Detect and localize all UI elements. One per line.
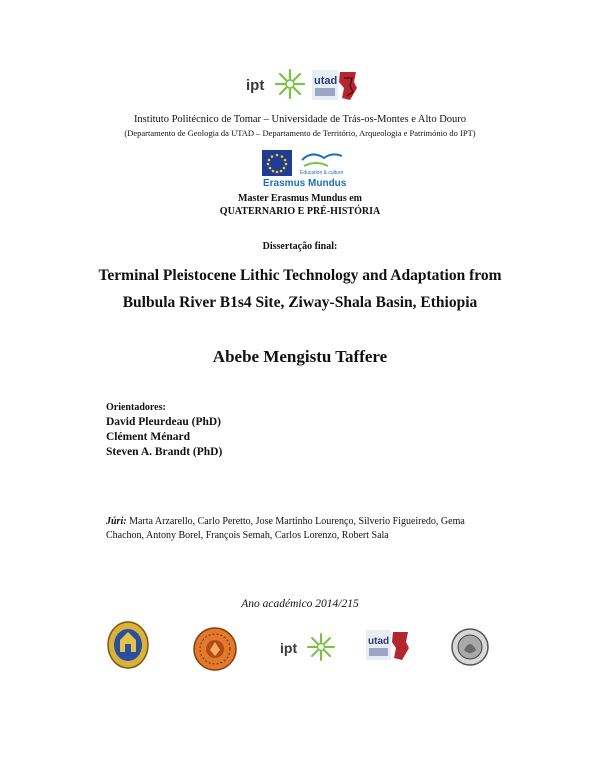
supervisor-name: David Pleurdeau (PhD)	[106, 416, 221, 428]
grey-seal-logo	[450, 626, 490, 668]
erasmus-brand: Erasmus Mundus	[263, 178, 347, 188]
dissertation-label: Dissertação final:	[262, 241, 338, 252]
jury-label: Júri:	[106, 516, 127, 527]
supervisors-label: Orientadores:	[106, 402, 166, 413]
university-seal-logo	[106, 620, 150, 670]
utad-logo	[312, 68, 358, 102]
jury-block	[106, 515, 486, 543]
program-line-2: QUATERNARIO E PRÉ-HISTÓRIA	[219, 206, 381, 217]
ipt-logo-footer	[278, 630, 336, 664]
institution-line-2: (Departamento de Geologia da UTAD – Departamento de Território, Arqueologia e Património do IPT)	[124, 128, 476, 138]
utad-logo-footer	[366, 628, 410, 662]
program-line-1: Master Erasmus Mundus em	[238, 193, 362, 204]
author-name: Abebe Mengistu Taffere	[212, 347, 388, 366]
thesis-title-line-1: Terminal Pleistocene Lithic Technology and Adaptation from	[98, 267, 502, 284]
utad-footer-text: utad	[368, 636, 390, 647]
utad-logo-text: utad	[314, 75, 338, 87]
supervisor-name: Steven A. Brandt (PhD)	[106, 446, 223, 458]
erasmus-tagline: Education & culture	[300, 170, 344, 176]
thesis-title-line-2: Bulbula River B1s4 Site, Ziway-Shala Basin, Ethiopia	[122, 294, 478, 311]
jury-members: Marta Arzarello, Carlo Peretto, Jose Martinho Lourenço, Silverio Figueiredo, Gema Chachon, Antony Borel, François Semah, Carlos Lorenzo, Robert Sala	[106, 516, 465, 541]
academic-year: Ano académico 2014/215	[241, 598, 359, 610]
ipt-logo	[244, 66, 306, 102]
ipt-footer-text: ipt	[280, 640, 298, 656]
institution-line-1: Instituto Politécnico de Tomar – Universidade de Trás-os-Montes e Alto Douro	[133, 114, 467, 125]
supervisor-name: Clément Ménard	[106, 431, 190, 443]
erasmus-mundus-logo	[262, 148, 348, 188]
ipt-logo-text: ipt	[246, 77, 265, 94]
orange-seal-logo	[192, 626, 238, 672]
